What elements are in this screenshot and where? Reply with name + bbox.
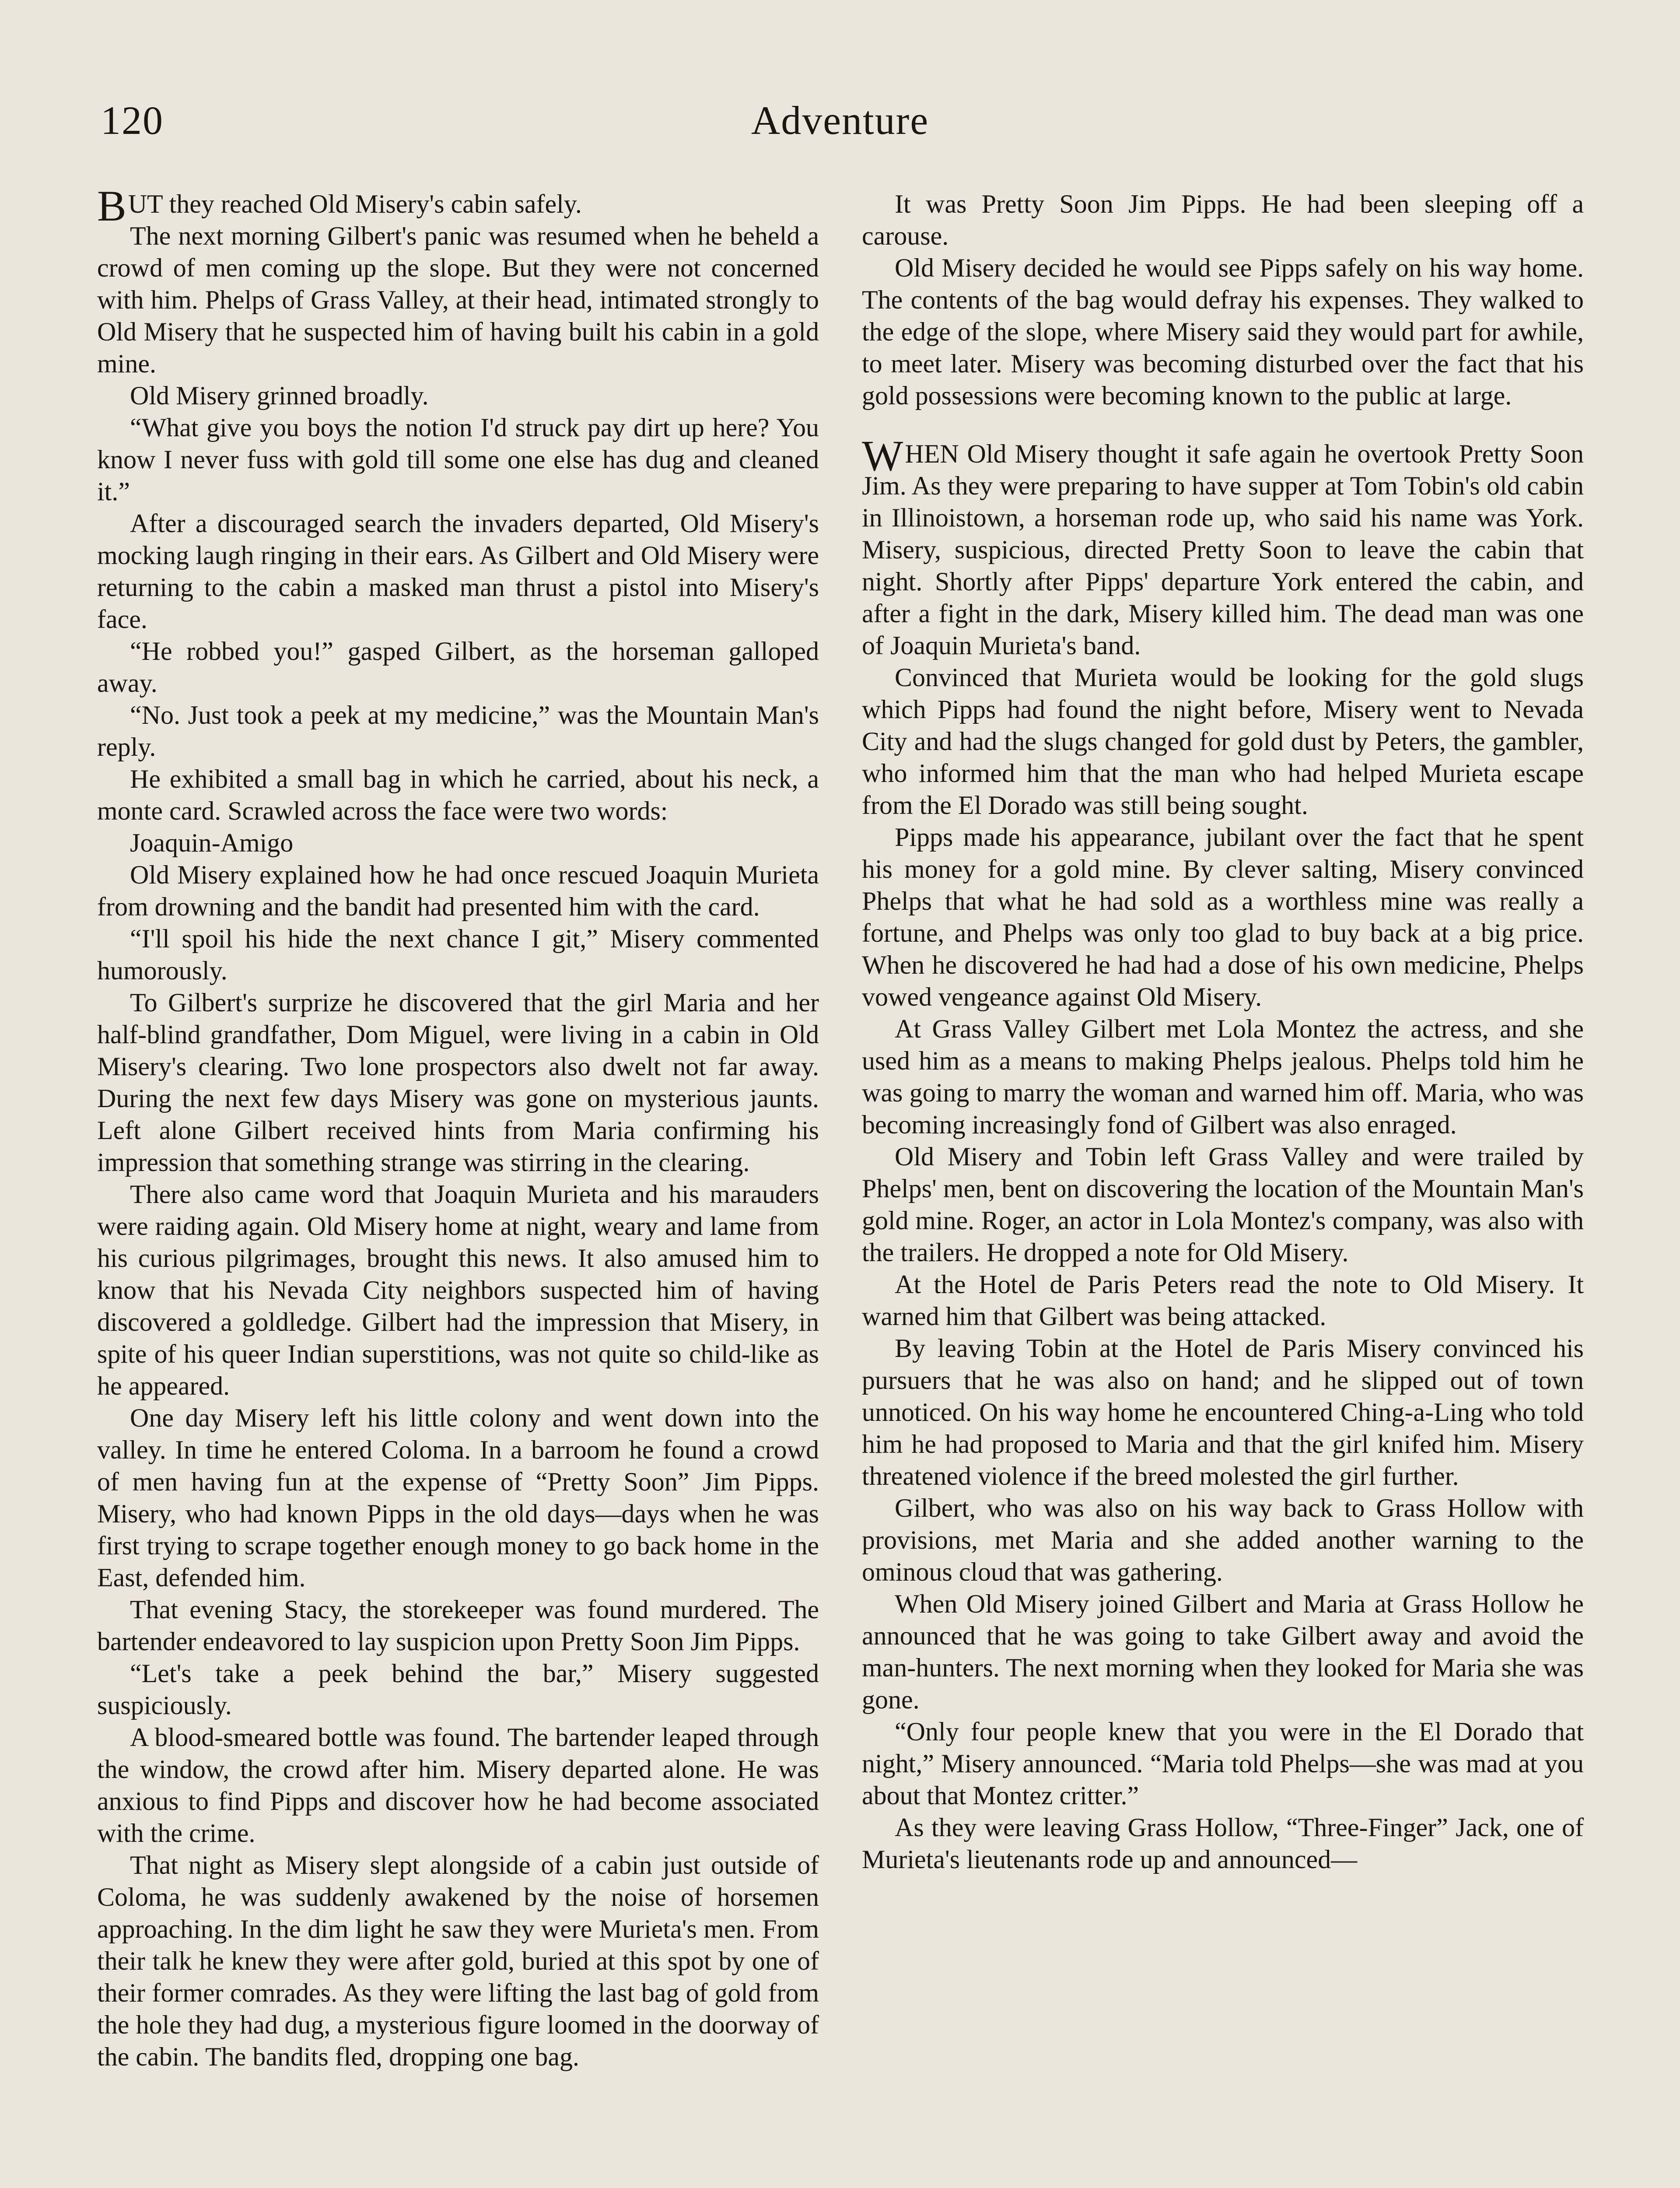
left-column [97,182,819,2073]
paragraph: He exhibited a small bag in which he carried, about his neck, a monte card. Scrawled across the face were two words: [97,764,819,825]
paragraph: That evening Stacy, the storekeeper was found murdered. The bartender endeavored to lay suspicion upon Pretty Soon Jim Pipps. [97,1595,819,1656]
paragraph: When Old Misery joined Gilbert and Maria at Grass Hollow he announced that he was going to take Gilbert away and avoid the man-hunters. The next morning when they looked for Maria she was gone. [862,1589,1584,1714]
page-number: 120 [101,98,164,143]
paragraph: WHEN Old Misery thought it safe again he overtook Pretty Soon Jim. As they were preparing to have supper at Tom Tobin's old cabin in Illinoistown, a horseman rode up, who said his name was York. Misery, suspicious, directed Pretty Soon to leave the cabin that night. Shortly after Pipps' departure York entered the cabin, and after a fight in the dark, Misery killed him. The dead man was one of Joaquin Murieta's band. [862,431,1584,660]
paragraph: “No. Just took a peek at my medicine,” was the Mountain Man's reply. [97,701,819,761]
paragraph: There also came word that Joaquin Murieta and his marauders were raiding again. Old Misery home at night, weary and lame from his curious pilgrimages, brought this news. It also amused him to know that his Nevada City neighbors suspected him of having discovered a goldledge. Gilbert had the impression that Misery, in spite of his queer Indian superstitions, was not quite so child-like as he appeared. [97,1180,819,1400]
paragraph: “What give you boys the notion I'd struck pay dirt up here? You know I never fuss with gold till some one else has dug and cleaned it.” [97,413,819,506]
paragraph: Convinced that Murieta would be looking for the gold slugs which Pipps had found the night before, Misery went to Nevada City and had the slugs changed for gold dust by Peters, the gambler, who informed him that the man who had helped Murieta escape from the El Dorado was still being sought. [862,663,1584,820]
paragraph: Old Misery explained how he had once rescued Joaquin Murieta from drowning and the bandit had presented him with the card. [97,860,819,921]
paragraph: BUT they reached Old Misery's cabin safely. [97,182,582,230]
paragraph: That night as Misery slept alongside of a cabin just outside of Coloma, he was suddenly awakened by the noise of horsemen approaching. In the dim light he saw they were Murieta's men. From their talk he knew they were after gold, buried at this spot by one of their former comrades. As they were lifting the last bag of gold from the hole they had dug, a mysterious figure loomed in the doorway of the cabin. The bandits fled, dropping one bag. [97,1851,819,2071]
paragraph: After a discouraged search the invaders departed, Old Misery's mocking laugh ringing in their ears. As Gilbert and Old Misery were returning to the cabin a masked man thrust a pistol into Misery's face. [97,509,819,634]
paragraph: At the Hotel de Paris Peters read the note to Old Misery. It warned him that Gilbert was being attacked. [862,1270,1584,1331]
paragraph: Gilbert, who was also on his way back to Grass Hollow with provisions, met Maria and she added another warning to the ominous cloud that was gathering. [862,1494,1584,1586]
paragraph: By leaving Tobin at the Hotel de Paris Misery convinced his pursuers that he was also on hand; and he slipped out of town unnoticed. On his way home he encountered Ching-a-Ling who told him he had proposed to Maria and that the girl knifed him. Misery threatened violence if the breed molested the girl further. [862,1334,1584,1490]
dropcap-letter: B [97,182,126,230]
paragraph: “He robbed you!” gasped Gilbert, as the horseman galloped away. [97,637,819,698]
dropcap-letter: W [862,431,903,480]
paragraph: “Let's take a peek behind the bar,” Misery suggested suspiciously. [97,1659,819,1720]
paragraph: Old Misery and Tobin left Grass Valley and were trailed by Phelps' men, bent on discovering the location of the Mountain Man's gold mine. Roger, an actor in Lola Montez's company, was also with the trailers. He dropped a note for Old Misery. [862,1142,1584,1267]
paragraph: It was Pretty Soon Jim Pipps. He had been sleeping off a carouse. [862,189,1584,250]
running-title: Adventure [751,98,929,143]
card-inscription: Joaquin-Amigo [130,828,294,857]
paragraph: Old Misery decided he would see Pipps safely on his way home. The contents of the bag would defray his expenses. They walked to the edge of the slope, where Misery said they would part for awhile, to meet later. Misery was becoming disturbed over the fact that his gold possessions were becoming known to the public at large. [862,253,1584,410]
paragraph: A blood-smeared bottle was found. The bartender leaped through the window, the crowd after him. Misery departed alone. He was anxious to find Pipps and discover how he had become associated with the crime. [97,1723,819,1848]
paragraph: “I'll spoil his hide the next chance I git,” Misery commented humorously. [97,924,819,985]
right-column [862,188,1584,1876]
paragraph: “Only four people knew that you were in the El Dorado that night,” Misery announced. “Maria told Phelps—she was mad at you about that Montez critter.” [862,1717,1584,1810]
paragraph: The next morning Gilbert's panic was resumed when he beheld a crowd of men coming up the slope. But they were not concerned with him. Phelps of Grass Valley, at their head, intimated strongly to Old Misery that he suspected him of having built his cabin in a gold mine. [97,221,819,378]
paragraph: As they were leaving Grass Hollow, “Three-Finger” Jack, one of Murieta's lieutenants rode up and announced— [862,1813,1584,1874]
paragraph: Pipps made his appearance, jubilant over the fact that he spent his money for a gold mine. By clever salting, Misery convinced Phelps that what he had sold as a worthless mine was really a fortune, and Phelps was only too glad to buy back at a big price. When he discovered he had had a dose of his own medicine, Phelps vowed vengeance against Old Misery. [862,823,1584,1011]
paragraph: At Grass Valley Gilbert met Lola Montez the actress, and she used him as a means to making Phelps jealous. Phelps told him he was going to marry the woman and warned him off. Maria, who was becoming increasingly fond of Gilbert was also enraged. [862,1014,1584,1139]
paragraph: One day Misery left his little colony and went down into the valley. In time he entered Coloma. In a barroom he found a crowd of men having fun at the expense of “Pretty Soon” Jim Pipps. Misery, who had known Pipps in the old days—days when he was first trying to scrape together enough money to go back home in the East, defended him. [97,1403,819,1592]
paragraph: To Gilbert's surprize he discovered that the girl Maria and her half-blind grandfather, Dom Miguel, were living in a cabin in Old Misery's clearing. Two lone prospectors also dwelt not far away. During the next few days Misery was gone on mysterious jaunts. Left alone Gilbert received hints from Maria confirming his impression that something strange was stirring in the clearing. [97,988,819,1177]
paragraph: Old Misery grinned broadly. [130,381,429,410]
page-header [101,90,1579,151]
